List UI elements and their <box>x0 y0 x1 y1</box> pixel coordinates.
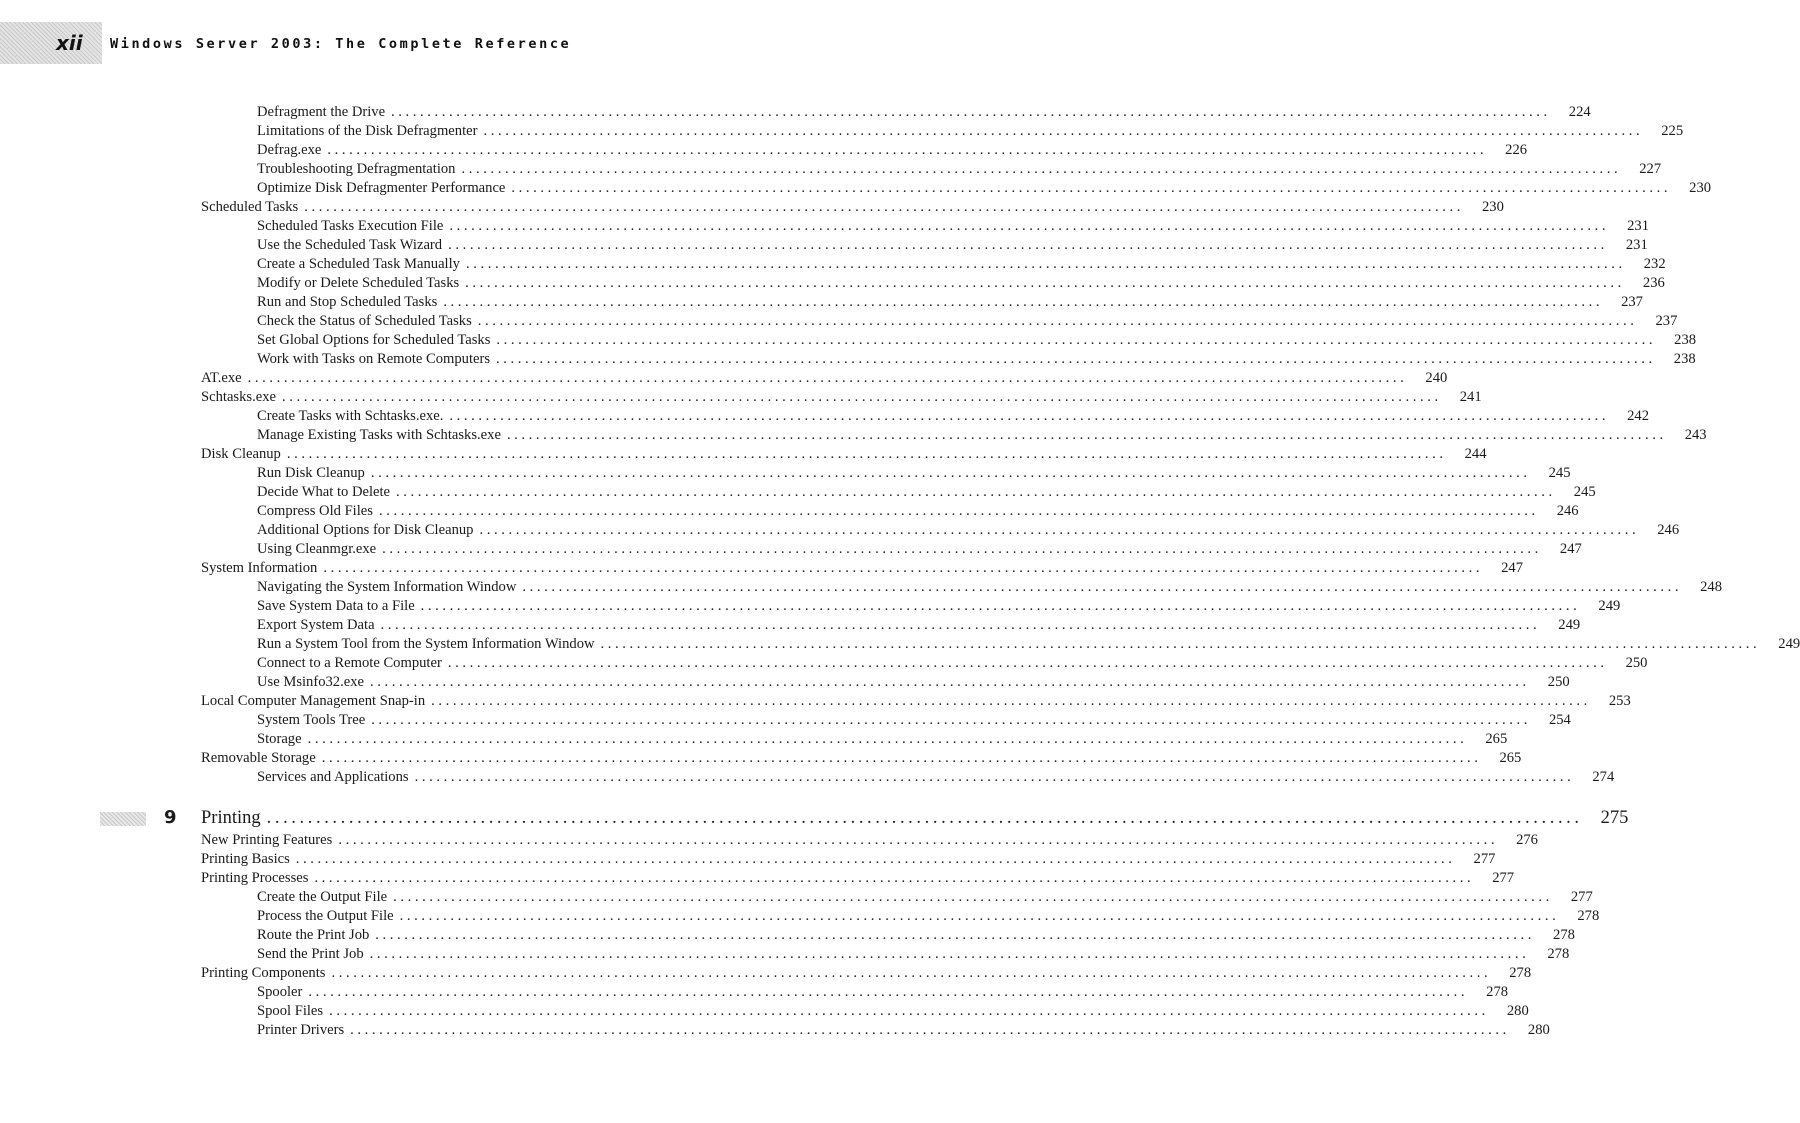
toc-entry-title: Run Disk Cleanup <box>257 465 365 481</box>
toc-entry <box>0 502 1579 521</box>
toc-entry-title: Troubleshooting Defragmentation <box>257 161 456 177</box>
toc-entry-title: Route the Print Job <box>257 927 370 943</box>
toc-entry <box>0 1002 1529 1021</box>
toc-entry-title: Scheduled Tasks <box>201 199 299 215</box>
toc-entry-page: 250 <box>1547 674 1570 690</box>
toc-entry-page: 246 <box>1556 503 1579 519</box>
toc-entry-title: Services and Applications <box>257 769 409 785</box>
toc-entry-title: Use Msinfo32.exe <box>257 674 365 690</box>
toc-entry-page: 225 <box>1661 123 1684 139</box>
toc-entry <box>0 236 1648 255</box>
toc-entry-page: 280 <box>1527 1022 1550 1038</box>
dot-leader: ................................................................................................................................................................ <box>465 275 1625 291</box>
toc-entry <box>0 635 1800 654</box>
toc-entry <box>0 160 1662 179</box>
toc-entry-title: Optimize Disk Defragmenter Performance <box>257 180 506 196</box>
toc-entry-title: Disk Cleanup <box>201 446 281 462</box>
toc-entry-page: 243 <box>1684 427 1707 443</box>
toc-entry-title: Limitations of the Disk Defragmenter <box>257 123 478 139</box>
toc-entry-page: 227 <box>1639 161 1662 177</box>
toc-entry <box>0 483 1596 502</box>
toc-entry-title: New Printing Features <box>201 832 333 848</box>
toc-entry-title: Run and Stop Scheduled Tasks <box>257 294 438 310</box>
toc-entry-page: 254 <box>1548 712 1571 728</box>
toc-entry-page: 232 <box>1643 256 1666 272</box>
toc-entry <box>0 426 1707 445</box>
toc-entry-title: Storage <box>257 731 302 747</box>
toc-entry-page: 245 <box>1548 465 1571 481</box>
dot-leader: ................................................................................................................................................................ <box>375 927 1536 943</box>
toc-entry-page: 265 <box>1499 750 1522 766</box>
chapter-number: 9 <box>164 807 177 828</box>
toc-section-before <box>0 103 1800 787</box>
toc-entry-page: 253 <box>1608 693 1631 709</box>
chapter-title: Printing <box>201 808 261 828</box>
toc-entry <box>0 907 1600 926</box>
toc-entry-title: System Tools Tree <box>257 712 366 728</box>
toc-entry-title: Defragment the Drive <box>257 104 386 120</box>
toc-entry-page: 231 <box>1625 237 1648 253</box>
toc-entry <box>0 654 1648 673</box>
chapter-page: 275 <box>1600 808 1629 828</box>
toc-entry-title: Printing Basics <box>201 851 290 867</box>
toc-entry-title: Local Computer Management Snap-in <box>201 693 426 709</box>
dot-leader: ................................................................................................................................................................ <box>465 256 1626 272</box>
toc-entry-page: 265 <box>1485 731 1508 747</box>
toc-entry-title: Send the Print Job <box>257 946 364 962</box>
dot-leader: ................................................................................................................................................................ <box>247 370 1408 386</box>
dot-leader: ................................................................................................................................................................ <box>314 870 1475 886</box>
toc-entry-page: 277 <box>1492 870 1515 886</box>
toc-entry <box>0 274 1665 293</box>
toc-entry <box>0 964 1532 983</box>
dot-leader: ................................................................................................................................................................ <box>380 617 1541 633</box>
dot-leader: ................................................................................................................................................................ <box>323 560 1484 576</box>
toc-entry-page: 250 <box>1625 655 1648 671</box>
dot-leader: ................................................................................................................................................................ <box>600 636 1761 652</box>
dot-leader: ................................................................................................................................................................ <box>350 1022 1510 1038</box>
dot-leader: ................................................................................................................................................................ <box>449 218 1610 234</box>
toc-entry-title: Scheduled Tasks Execution File <box>257 218 444 234</box>
toc-entry <box>0 616 1581 635</box>
toc-entry <box>0 711 1571 730</box>
toc-entry <box>0 692 1631 711</box>
toc-entry-title: Schtasks.exe <box>201 389 276 405</box>
dot-leader: ................................................................................................................................................................ <box>370 674 1530 690</box>
toc-entry <box>0 578 1722 597</box>
toc-entry-title: Removable Storage <box>201 750 316 766</box>
toc-entry-page: 226 <box>1505 142 1528 158</box>
toc-entry-title: Printing Components <box>201 965 326 981</box>
toc-entry-title: Printing Processes <box>201 870 309 886</box>
dot-leader: ................................................................................................................................................................ <box>511 180 1672 196</box>
toc-entry-page: 248 <box>1700 579 1722 595</box>
dot-leader: ................................................................................................................................................................ <box>477 313 1638 329</box>
toc-entry-page: 247 <box>1559 541 1582 557</box>
toc-entry <box>0 369 1448 388</box>
toc-entry-page: 242 <box>1627 408 1650 424</box>
dot-leader: ................................................................................................................................................................ <box>304 199 1464 215</box>
toc-entry-page: 278 <box>1553 927 1575 943</box>
toc-section-after <box>0 831 1600 1040</box>
toc-entry-page: 276 <box>1516 832 1538 848</box>
toc-entry-page: 249 <box>1558 617 1581 633</box>
toc-entry-title: Check the Status of Scheduled Tasks <box>257 313 472 329</box>
toc-entry-page: 246 <box>1657 522 1680 538</box>
toc-entry <box>0 198 1504 217</box>
toc-entry-page: 247 <box>1501 560 1523 576</box>
toc-entry-title: Run a System Tool from the System Information Window <box>257 636 595 652</box>
toc-entry-page: 238 <box>1674 332 1697 348</box>
toc-entry-page: 278 <box>1577 908 1600 924</box>
dot-leader: ................................................................................................................................................................ <box>414 769 1575 785</box>
toc-entry <box>0 749 1522 768</box>
toc-entry <box>0 597 1621 616</box>
dot-leader: ................................................................................................................................................................ <box>431 693 1591 709</box>
toc-entry-page: 245 <box>1573 484 1596 500</box>
toc-entry-title: Using Cleanmgr.exe <box>257 541 377 557</box>
toc-entry-page: 277 <box>1570 889 1593 905</box>
toc-entry <box>0 350 1696 369</box>
toc-entry-page: 224 <box>1568 104 1591 120</box>
toc-entry-page: 238 <box>1673 351 1696 367</box>
dot-leader: ................................................................................................................................................................ <box>266 808 1583 828</box>
toc-entry-title: Use the Scheduled Task Wizard <box>257 237 443 253</box>
toc-entry <box>0 1021 1550 1040</box>
toc-entry-title: Decide What to Delete <box>257 484 391 500</box>
toc-entry-page: 278 <box>1509 965 1532 981</box>
dot-leader: ................................................................................................................................................................ <box>443 294 1604 310</box>
toc-entry-title: Manage Existing Tasks with Schtasks.exe <box>257 427 501 443</box>
toc-entry-title: Work with Tasks on Remote Computers <box>257 351 491 367</box>
toc-entry-page: 237 <box>1655 313 1678 329</box>
dot-leader: ................................................................................................................................................................ <box>391 104 1551 120</box>
toc-entry <box>0 521 1680 540</box>
toc-entry-page: 241 <box>1459 389 1482 405</box>
dot-leader: ................................................................................................................................................................ <box>483 123 1644 139</box>
dot-leader: ................................................................................................................................................................ <box>307 731 1468 747</box>
toc-entry-title: Printer Drivers <box>257 1022 345 1038</box>
toc-entry-title: Connect to a Remote Computer <box>257 655 442 671</box>
chapter-heading <box>0 805 1629 831</box>
table-of-contents <box>0 103 1800 1040</box>
toc-entry <box>0 464 1571 483</box>
toc-entry-title: System Information <box>201 560 318 576</box>
chapter-shade-block <box>100 812 146 826</box>
toc-entry <box>0 983 1509 1002</box>
dot-leader: ................................................................................................................................................................ <box>506 427 1667 443</box>
toc-entry <box>0 673 1570 692</box>
toc-entry-page: 249 <box>1778 636 1800 652</box>
dot-leader: ................................................................................................................................................................ <box>321 750 1482 766</box>
toc-entry <box>0 407 1650 426</box>
dot-leader: ................................................................................................................................................................ <box>399 908 1560 924</box>
dot-leader: ................................................................................................................................................................ <box>371 712 1531 728</box>
toc-entry <box>0 730 1508 749</box>
dot-leader: ................................................................................................................................................................ <box>370 465 1531 481</box>
toc-entry <box>0 103 1591 122</box>
running-title: Windows Server 2003: The Complete Reference <box>110 36 572 52</box>
dot-leader: ................................................................................................................................................................ <box>295 851 1456 867</box>
toc-entry <box>0 312 1678 331</box>
toc-entry <box>0 122 1684 141</box>
toc-entry-title: Set Global Options for Scheduled Tasks <box>257 332 491 348</box>
dot-leader: ................................................................................................................................................................ <box>393 889 1553 905</box>
dot-leader: ................................................................................................................................................................ <box>378 503 1539 519</box>
toc-entry-page: 278 <box>1547 946 1570 962</box>
toc-entry-title: Export System Data <box>257 617 375 633</box>
toc-entry <box>0 293 1643 312</box>
toc-entry <box>0 540 1582 559</box>
toc-entry <box>0 559 1523 578</box>
toc-entry-title: Defrag.exe <box>257 142 322 158</box>
dot-leader: ................................................................................................................................................................ <box>449 408 1610 424</box>
toc-entry-page: 249 <box>1598 598 1621 614</box>
toc-entry-title: Modify or Delete Scheduled Tasks <box>257 275 460 291</box>
toc-entry-title: Spooler <box>257 984 303 1000</box>
toc-entry <box>0 141 1528 160</box>
toc-entry-page: 231 <box>1627 218 1650 234</box>
toc-entry <box>0 831 1538 850</box>
toc-entry <box>0 179 1712 198</box>
dot-leader: ................................................................................................................................................................ <box>522 579 1683 595</box>
dot-leader: ................................................................................................................................................................ <box>448 237 1608 253</box>
dot-leader: ................................................................................................................................................................ <box>496 351 1656 367</box>
dot-leader: ................................................................................................................................................................ <box>281 389 1442 405</box>
toc-entry-page: 244 <box>1464 446 1487 462</box>
toc-entry-title: Compress Old Files <box>257 503 373 519</box>
toc-entry <box>0 255 1666 274</box>
toc-entry-title: Navigating the System Information Window <box>257 579 517 595</box>
dot-leader: ................................................................................................................................................................ <box>331 965 1492 981</box>
dot-leader: ................................................................................................................................................................ <box>369 946 1530 962</box>
toc-entry <box>0 217 1650 236</box>
toc-entry-page: 236 <box>1642 275 1665 291</box>
toc-entry <box>0 869 1515 888</box>
dot-leader: ................................................................................................................................................................ <box>479 522 1640 538</box>
dot-leader: ................................................................................................................................................................ <box>338 832 1499 848</box>
toc-entry <box>0 388 1482 407</box>
toc-entry-page: 278 <box>1486 984 1509 1000</box>
page-number: xii <box>56 31 83 55</box>
toc-entry-title: Spool Files <box>257 1003 324 1019</box>
toc-entry-page: 274 <box>1592 769 1615 785</box>
toc-entry <box>0 331 1697 350</box>
toc-entry-title: Create Tasks with Schtasks.exe. <box>257 408 444 424</box>
toc-entry-page: 237 <box>1621 294 1643 310</box>
dot-leader: ................................................................................................................................................................ <box>382 541 1542 557</box>
dot-leader: ................................................................................................................................................................ <box>308 984 1469 1000</box>
dot-leader: ................................................................................................................................................................ <box>396 484 1556 500</box>
toc-entry <box>0 768 1615 787</box>
dot-leader: ................................................................................................................................................................ <box>329 1003 1489 1019</box>
toc-entry <box>0 945 1570 964</box>
dot-leader: ................................................................................................................................................................ <box>420 598 1581 614</box>
dot-leader: ................................................................................................................................................................ <box>327 142 1488 158</box>
toc-entry-page: 277 <box>1473 851 1496 867</box>
toc-entry <box>0 888 1593 907</box>
toc-entry-title: Create the Output File <box>257 889 388 905</box>
toc-entry <box>0 926 1575 945</box>
toc-entry-title: AT.exe <box>201 370 242 386</box>
toc-entry-title: Save System Data to a File <box>257 598 415 614</box>
page-header <box>0 22 816 64</box>
toc-entry <box>0 850 1496 869</box>
dot-leader: ................................................................................................................................................................ <box>286 446 1447 462</box>
toc-entry-title: Process the Output File <box>257 908 394 924</box>
toc-entry-page: 280 <box>1506 1003 1529 1019</box>
toc-entry-title: Additional Options for Disk Cleanup <box>257 522 474 538</box>
toc-entry <box>0 445 1487 464</box>
header-shade-block <box>0 22 102 64</box>
toc-entry-page: 230 <box>1481 199 1504 215</box>
dot-leader: ................................................................................................................................................................ <box>461 161 1622 177</box>
toc-entry-page: 230 <box>1689 180 1712 196</box>
dot-leader: ................................................................................................................................................................ <box>447 655 1608 671</box>
dot-leader: ................................................................................................................................................................ <box>496 332 1657 348</box>
toc-entry-title: Create a Scheduled Task Manually <box>257 256 460 272</box>
toc-entry-page: 240 <box>1425 370 1448 386</box>
